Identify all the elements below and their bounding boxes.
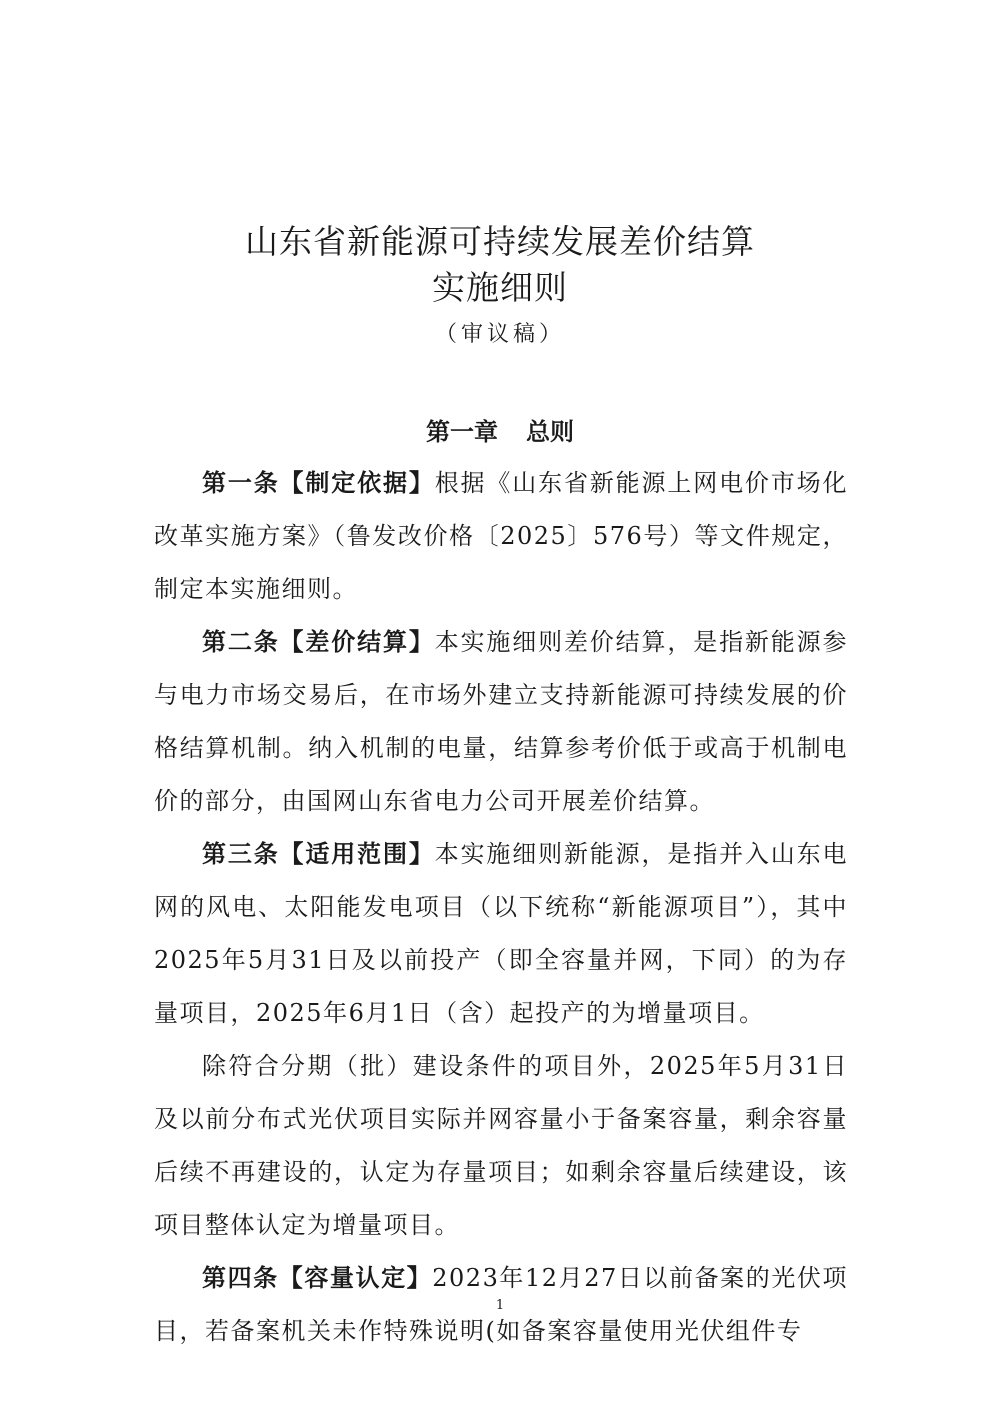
article-3-paragraph-2 [154,1040,848,1252]
page-number: 1 [495,1298,505,1313]
article-2 [154,616,848,828]
article-1-heading: 第一条【制定依据】 [202,469,435,497]
article-1-text: 根据《山东省新能源上网电价市场化改革实施方案》（鲁发改价格〔2025〕576号）等文件规定，制定本实施细则。 [154,469,848,603]
document-subtitle: （审议稿） [434,322,565,347]
article-3-paragraph-2-text: 除符合分期（批）建设条件的项目外，2025年5月31日及以前分布式光伏项目实际并网容量小于备案容量，剩余容量后续不再建设的，认定为存量项目；如剩余容量后续建设，该项目整体认定为增量项目。 [154,1052,848,1239]
article-2-heading: 第二条【差价结算】 [202,628,435,656]
article-4-text: 2023年12月27日以前备案的光伏项目，若备案机关未作特殊说明(如备案容量使用光伏组件专 [154,1264,849,1345]
document-body [154,457,848,1358]
article-3-heading: 第三条【适用范围】 [202,840,435,868]
chapter-heading [0,414,1000,450]
article-1 [154,457,848,616]
article-2-text: 本实施细则差价结算，是指新能源参与电力市场交易后，在市场外建立支持新能源可持续发展的价格结算机制。纳入机制的电量，结算参考价低于或高于机制电价的部分，由国网山东省电力公司开展差价结算。 [154,628,848,815]
article-3-text: 本实施细则新能源，是指并入山东电网的风电、太阳能发电项目（以下统称“新能源项目”），其中2025年5月31日及以前投产（即全容量并网，下同）的为存量项目，2025年6月1日（含）起投产的为增量项目。 [154,840,848,1027]
chapter-number: 第一章 [426,418,498,446]
document-title-line-2: 实施细则 [432,268,568,307]
article-3 [154,828,848,1040]
chapter-name: 总则 [526,418,574,446]
document-title-line-1: 山东省新能源可持续发展差价结算 [245,222,755,261]
article-4-heading: 第四条【容量认定】 [202,1264,433,1292]
